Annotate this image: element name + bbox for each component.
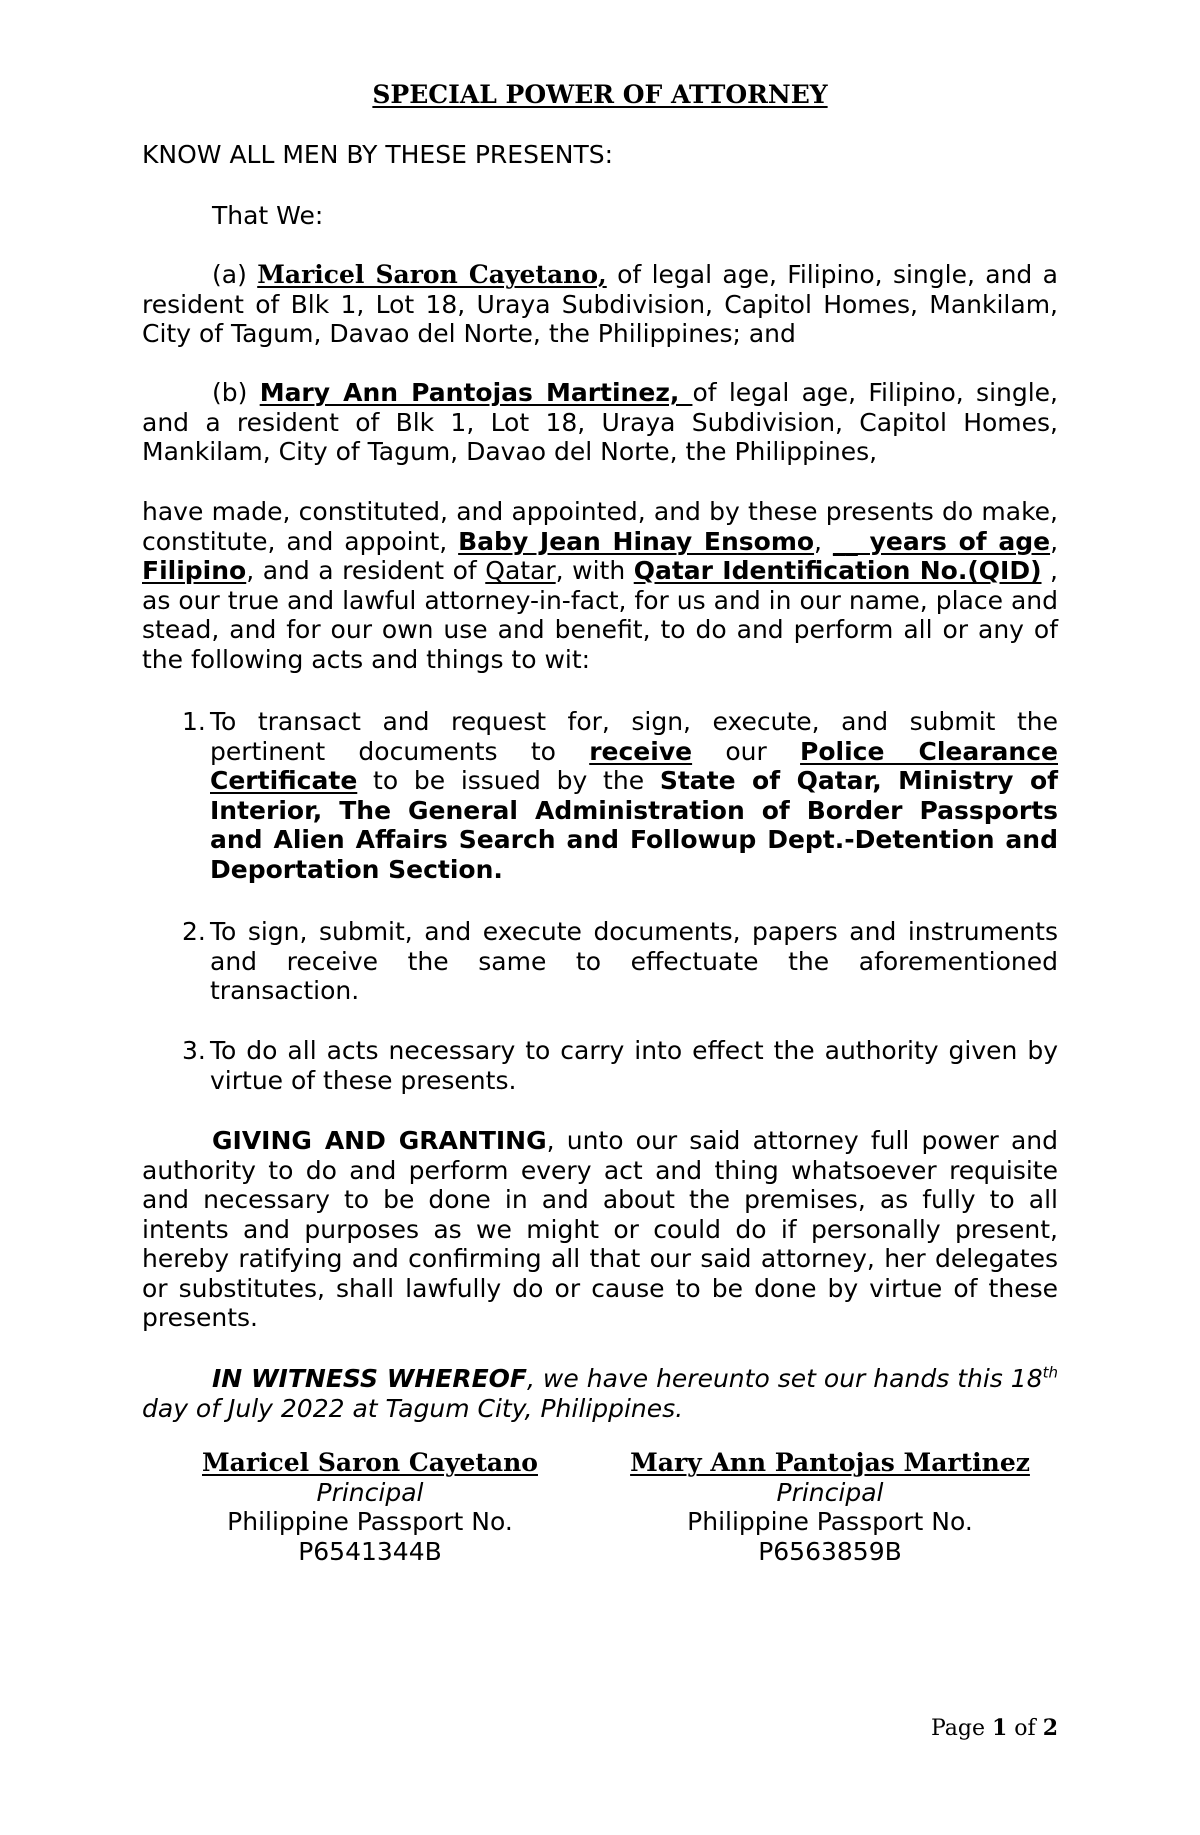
power-text: To do all acts necessary to carry into effect the authority given by virtue of these presents. (210, 1036, 1058, 1095)
powers-list-3 (182, 1036, 1058, 1095)
signatory-role: Principal (316, 1477, 424, 1507)
signatory-id-label: Philippine Passport No. (687, 1507, 973, 1536)
signatory-role: Principal (776, 1477, 884, 1507)
power-text: to be issued by the (357, 766, 660, 795)
appointment-text: , as our true and lawful attorney-in-fact, for us and in our name, place and stead, and for our own use and benefit, to do and perform all or any of the following acts and things to wit: (142, 556, 1058, 674)
power-item-1 (182, 707, 1058, 884)
power-text: To transact and request for, sign, execute, and submit the pertinent documents to (210, 707, 1058, 766)
power-text: our (692, 736, 801, 766)
signatory-id-number: P6563859B (758, 1536, 902, 1566)
power-receive: receive (589, 736, 693, 766)
attorney-age: __ years of age (832, 526, 1051, 556)
signatory-id-label: Philippine Passport No. (227, 1507, 513, 1536)
attorney-id-label: Qatar Identification No.(QID) (633, 556, 1042, 585)
powers-list-2 (182, 917, 1058, 1006)
party-b-name: Mary Ann Pantojas Martinez, (259, 378, 693, 407)
attorney-name: Baby Jean Hinay Ensomo (458, 526, 815, 556)
witness-text: , we have hereunto set our hands this (527, 1364, 1011, 1393)
attorney-nationality: Filipino (142, 556, 247, 585)
power-item-2 (182, 917, 1058, 1006)
police-clearance-certificate: Police Clearance Certificate (210, 736, 1058, 795)
that-we-line: That We: (212, 201, 324, 230)
witness-day-suffix: th (1042, 1363, 1058, 1382)
party-a-name: Maricel Saron Cayetano, (257, 260, 607, 289)
granting-paragraph (142, 1126, 1058, 1333)
party-b-label: (b) (212, 378, 260, 407)
granting-text: , unto our said attorney full power and authority to do and perform every act and thing whatsoever requisite and necessary to be done in and about the premises, as fully to all intents and purposes as we might or could do if personally present, hereby ratifying and confirming all that our said attorney, her delegates or substitutes, shall lawfully do or cause to be done by virtue of these presents. (142, 1126, 1058, 1332)
signatory-id-number: P6541344B (298, 1536, 442, 1566)
document-title: SPECIAL POWER OF ATTORNEY (372, 80, 828, 109)
witness-lead: IN WITNESS WHEREOF (212, 1364, 527, 1393)
power-number: 1. (182, 707, 206, 736)
total-page-number: 2 (1042, 1715, 1058, 1741)
party-a-paragraph (142, 260, 1058, 349)
appointment-text: , and a resident of (246, 556, 486, 585)
witness-text: day of July 2022 at Tagum City, Philippines. (142, 1393, 684, 1423)
appointment-paragraph (142, 497, 1058, 674)
appointment-text: , (814, 526, 833, 556)
power-number: 3. (182, 1036, 206, 1065)
powers-list (182, 707, 1058, 884)
attorney-residence: Qatar (485, 556, 556, 585)
power-number: 2. (182, 917, 206, 946)
power-item-3 (182, 1036, 1058, 1095)
footer-text: Page (930, 1716, 992, 1741)
signature-block-2 (600, 1448, 1060, 1566)
signatory-name: Mary Ann Pantojas Martinez (630, 1448, 1030, 1477)
granting-lead: GIVING AND GRANTING (212, 1126, 547, 1155)
page-footer (931, 1714, 1058, 1744)
party-a-details: of legal age, Filipino, single, and a resident of Blk 1, Lot 18, Uraya Subdivision, Capitol Homes, Mankilam, City of Tagum, Davao del Norte, the Philippines; and (142, 260, 1058, 348)
party-b-paragraph (142, 378, 1058, 467)
issuing-authority: State of Qatar, Ministry of Interior, The General Administration of Border Passports and Alien Affairs Search and Followup Dept.-Detention and Deportation Section. (210, 766, 1058, 884)
party-a-label: (a) (212, 260, 258, 289)
power-text: To sign, submit, and execute documents, papers and instruments and receive the same to effectuate the aforementioned transaction. (210, 917, 1058, 1005)
witness-day: 18 (1010, 1364, 1043, 1393)
footer-text: of (1007, 1716, 1043, 1741)
signature-block-1 (140, 1448, 600, 1566)
appointment-text: have made, constituted, and appointed, and by these presents do make, constitute, and appoint, (142, 497, 1058, 556)
party-b-details: of legal age, Filipino, single, and a resident of Blk 1, Lot 18, Uraya Subdivision, Capitol Homes, Mankilam, City of Tagum, Davao del Norte, the Philippines, (142, 378, 1059, 466)
opening-line: KNOW ALL MEN BY THESE PRESENTS: (142, 140, 614, 169)
signatory-name: Maricel Saron Cayetano (202, 1448, 538, 1477)
witness-paragraph (142, 1364, 1058, 1423)
appointment-text: , (1050, 526, 1059, 556)
current-page-number: 1 (992, 1715, 1008, 1741)
appointment-text: , with (555, 556, 634, 585)
